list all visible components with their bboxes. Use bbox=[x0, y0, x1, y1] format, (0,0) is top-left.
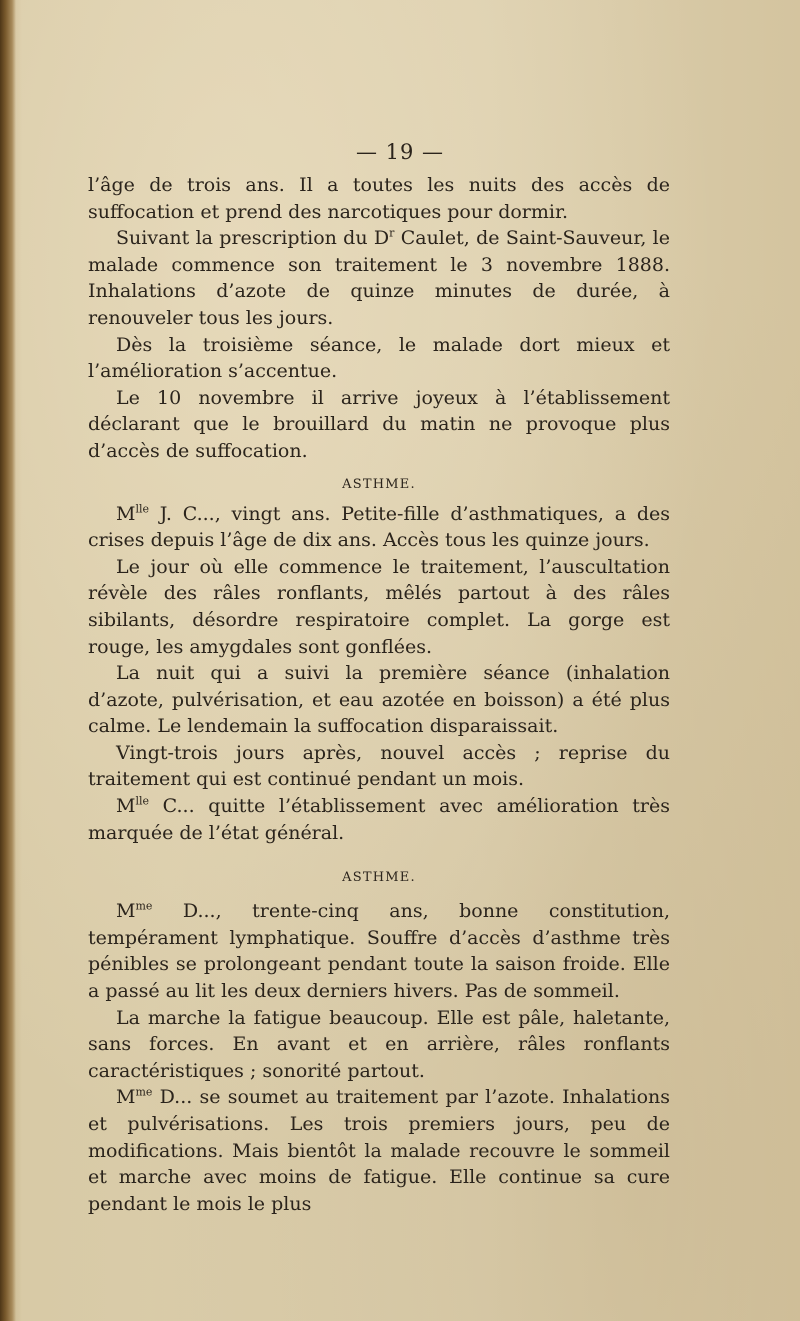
paragraph: Le 10 novembre il arrive joyeux à l’établissement déclarant que le brouillard du matin ne provoque plus d’accès de suffocation. bbox=[88, 386, 670, 462]
paragraph: $M^{lle}$ C... quitte l’établissement avec amélioration très marquée de l’état général. bbox=[88, 794, 670, 844]
paragraph: La marche la fatigue beaucoup. Elle est pâle, haletante, sans forces. En avant et en arrière, râles ronflants caractéristiques ; sonorité partout. bbox=[88, 1006, 670, 1082]
paragraph: $M^{lle}$ J. C..., vingt ans. Petite-fille d’asthmatiques, a des crises depuis l’âge de dix ans. Accès tous les quinze jours. bbox=[88, 502, 670, 552]
paragraph: Vingt-trois jours après, nouvel accès ; reprise du traitement qui est continué pendant un mois. bbox=[88, 741, 670, 791]
paragraph: $M^{me}$ D... se soumet au traitement par l’azote. Inhalations et pulvérisations. Les trois premiers jours, peu de modifications. Mais bientôt la malade recouvre le sommeil et marche avec moins de fatigue. Elle continue sa cure pendant le mois le plus bbox=[88, 1086, 670, 1215]
paragraph: Dès la troisième séance, le malade dort mieux et l’amélioration s’accentue. bbox=[88, 333, 670, 383]
paragraph: $M^{me}$ D..., trente-cinq ans, bonne constitution, tempérament lymphatique. Souffre d’accès d’asthme très pénibles se prolongeant pendant toute la saison froide. Elle a passé au lit les deux derniers hivers. Pas de sommeil. bbox=[88, 899, 670, 1003]
binding-gutter bbox=[0, 0, 16, 1321]
paragraph: Suivant la prescription du $D^r$ Caulet, de Saint-Sauveur, le malade commence son traitement le 3 novembre 1888. Inhalations d’azote de quinze minutes de durée, à renouveler tous les jours. bbox=[88, 226, 670, 329]
paragraph: Le jour où elle commence le traitement, l’auscultation révèle des râles ronflants, mêlés partout à des râles sibilants, désordre respiratoire complet. La gorge est rouge, les amygdales sont gonflées. bbox=[88, 555, 670, 658]
section-heading: ASTHME. bbox=[342, 870, 416, 886]
page-number: — 19 — bbox=[355, 140, 445, 164]
section-heading: ASTHME. bbox=[342, 476, 416, 492]
paragraph: La nuit qui a suivi la première séance (inhalation d’azote, pulvérisation, et eau azotée en boisson) a été plus calme. Le lendemain la suffocation disparaissait. bbox=[88, 662, 670, 738]
body-text bbox=[88, 172, 670, 1217]
paragraph: l’âge de trois ans. Il a toutes les nuits des accès de suffocation et prend des narcotiques pour dormir. bbox=[88, 174, 670, 223]
